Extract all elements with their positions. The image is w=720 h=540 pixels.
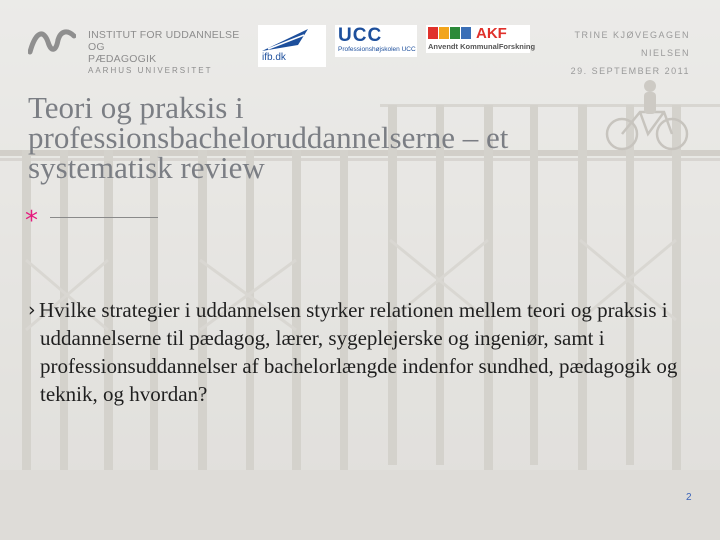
institute-name-block — [88, 29, 258, 77]
bullet-chevron-icon: › — [28, 299, 36, 321]
title-marker-icon: * — [25, 206, 38, 236]
akf-sublabel: Anvendt KommunalForskning — [428, 42, 536, 51]
page-number: 2 — [686, 492, 692, 503]
institute-line-2: PÆDAGOGIK — [88, 53, 157, 65]
ucc-logo — [335, 25, 417, 57]
research-question — [28, 296, 698, 408]
author-name: TRINE KJØVEGAGEN NIELSEN — [574, 30, 690, 58]
university-name: AARHUS UNIVERSITET — [88, 66, 213, 75]
author-block — [540, 26, 690, 80]
ifb-label: ifb.dk — [262, 52, 286, 63]
institute-line-1: INSTITUT FOR UDDANNELSE OG — [88, 29, 240, 53]
au-wave-logo-icon — [28, 26, 76, 56]
research-question-text: Hvilke strategier i uddannelsen styrker relationen mellem teori og praksis i uddannelserne til pædagog, lærer, sygeplejerske og ingeniør, samt i professionsuddannelser af bachelorlængde indenfor sundhed, pædagogik og teknik, og hvordan? — [39, 298, 678, 406]
ucc-label: UCC — [338, 25, 383, 46]
presentation-date: 29. SEPTEMBER 2011 — [570, 66, 690, 76]
slide-title: Teori og praksis i professionsbacheloruddannelserne – et systematisk review — [28, 90, 509, 185]
akf-label: AKF — [476, 25, 507, 42]
ucc-sublabel: Professionshøjskolen UCC — [338, 46, 416, 53]
ifb-logo — [258, 25, 326, 67]
title-divider — [50, 217, 158, 218]
akf-logo — [426, 25, 536, 53]
